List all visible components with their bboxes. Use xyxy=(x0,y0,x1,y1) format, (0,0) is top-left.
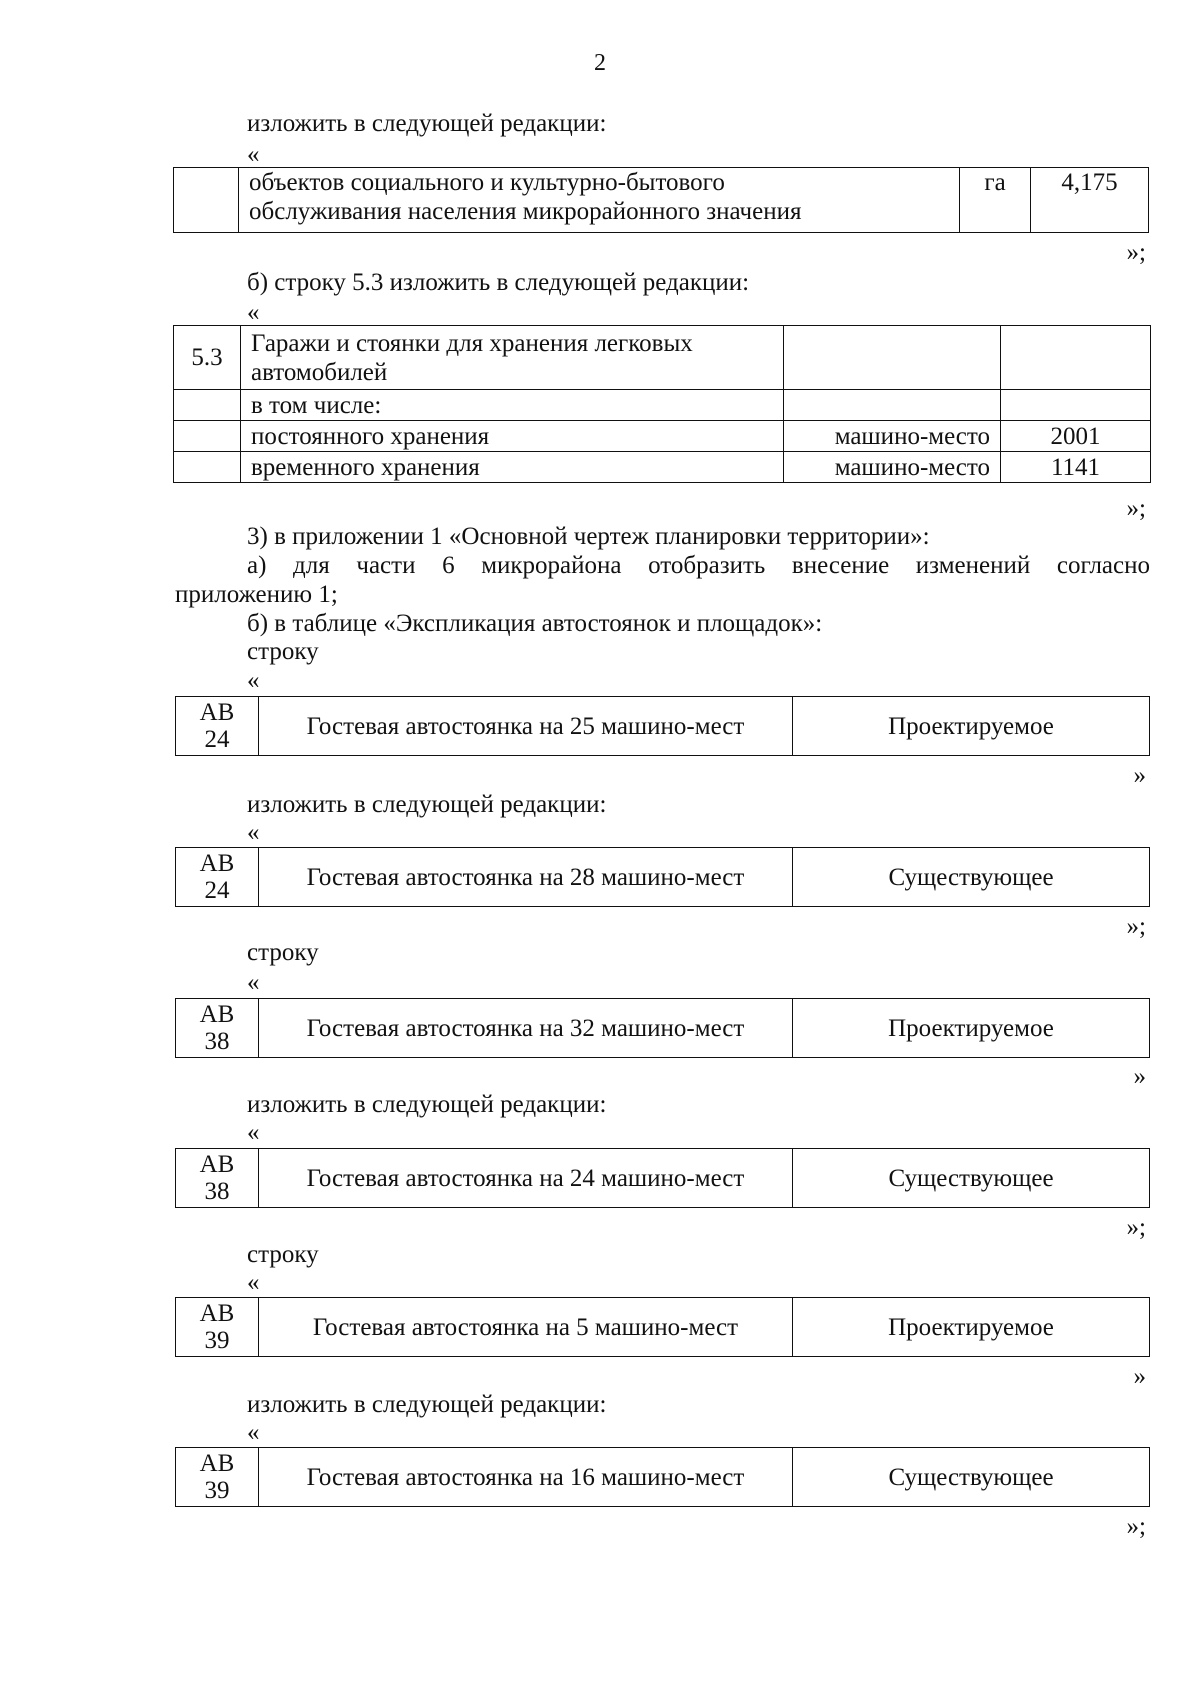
parking-2-code-line2: 24 xyxy=(204,877,230,904)
table2-row4-name: временного хранения xyxy=(241,452,784,483)
table2-row4-unit: машино-место xyxy=(784,452,1001,483)
parking-4-code-line2: 38 xyxy=(204,1178,230,1205)
table-garages xyxy=(173,325,1151,483)
parking-1-code xyxy=(176,697,259,756)
parking-6-status: Существующее xyxy=(793,1448,1150,1507)
table2-row2-value xyxy=(1001,390,1151,421)
open-quote-4: « xyxy=(247,819,260,846)
table1-name-line2: обслуживания населения микрорайонного значения xyxy=(249,198,802,225)
open-quote-7: « xyxy=(247,1269,260,1296)
open-quote-5: « xyxy=(247,969,260,996)
parking-6-code xyxy=(176,1448,259,1507)
table1-value-cell: 4,175 xyxy=(1031,168,1149,233)
paragraph-appendix-1: 3) в приложении 1 «Основной чертеж планировки территории»: xyxy=(247,523,930,550)
table2-row3-name: постоянного хранения xyxy=(241,421,784,452)
paragraph-row-label-3: строку xyxy=(247,1241,319,1268)
parking-2-status: Существующее xyxy=(793,848,1150,907)
parking-table-6 xyxy=(175,1447,1150,1507)
table2-row4-value: 1141 xyxy=(1001,452,1151,483)
paragraph-set-edition-1: изложить в следующей редакции: xyxy=(247,110,607,137)
open-quote-2: « xyxy=(247,299,260,326)
parking-3-code-line1: АВ xyxy=(199,1001,235,1028)
table1-name-line1: объектов социального и культурно-бытового xyxy=(249,169,725,196)
table2-row4-num xyxy=(174,452,241,483)
parking-table-3 xyxy=(175,998,1150,1058)
table2-row1-name-line2: автомобилей xyxy=(251,358,388,386)
paragraph-explication-table: б) в таблице «Экспликация автостоянок и площадок»: xyxy=(247,610,823,637)
open-quote-6: « xyxy=(247,1119,260,1146)
parking-table-2 xyxy=(175,847,1150,907)
parking-table-5 xyxy=(175,1297,1150,1357)
open-quote-1: « xyxy=(247,141,260,168)
parking-1-status: Проектируемое xyxy=(793,697,1150,756)
close-quote-2: »; xyxy=(1126,495,1146,522)
paragraph-row-label-2: строку xyxy=(247,939,319,966)
table2-row2-num xyxy=(174,390,241,421)
parking-4-status: Существующее xyxy=(793,1149,1150,1208)
paragraph-row-5-3: б) строку 5.3 изложить в следующей редакции: xyxy=(247,269,750,296)
parking-5-code xyxy=(176,1298,259,1357)
parking-1-code-line2: 24 xyxy=(204,726,230,753)
close-quote-3: » xyxy=(1133,762,1146,789)
paragraph-part-6-cont: приложению 1; xyxy=(175,581,338,608)
parking-1-code-line1: АВ xyxy=(199,699,235,726)
parking-5-name: Гостевая автостоянка на 5 машино-мест xyxy=(259,1298,793,1357)
parking-6-name: Гостевая автостоянка на 16 машино-мест xyxy=(259,1448,793,1507)
parking-table-1 xyxy=(175,696,1150,756)
table2-row1-value xyxy=(1001,326,1151,390)
paragraph-part-6: а) для части 6 микрорайона отобразить внесение изменений согласно xyxy=(247,552,1150,579)
parking-2-code-line1: АВ xyxy=(199,850,235,877)
parking-1-name: Гостевая автостоянка на 25 машино-мест xyxy=(259,697,793,756)
paragraph-row-label-1: строку xyxy=(247,638,319,665)
paragraph-set-edition-4: изложить в следующей редакции: xyxy=(247,1391,607,1418)
close-quote-4: »; xyxy=(1126,913,1146,940)
close-quote-8: »; xyxy=(1126,1513,1146,1540)
parking-4-code-line1: АВ xyxy=(199,1151,235,1178)
parking-3-status: Проектируемое xyxy=(793,999,1150,1058)
parking-6-code-line2: 39 xyxy=(204,1477,230,1504)
table1-num-cell xyxy=(174,168,239,233)
table1-unit-cell: га xyxy=(960,168,1031,233)
close-quote-7: » xyxy=(1133,1363,1146,1390)
table2-row3-unit: машино-место xyxy=(784,421,1001,452)
table2-row3-value: 2001 xyxy=(1001,421,1151,452)
parking-4-code xyxy=(176,1149,259,1208)
table2-row2-name: в том числе: xyxy=(241,390,784,421)
parking-3-code xyxy=(176,999,259,1058)
parking-4-name: Гостевая автостоянка на 24 машино-мест xyxy=(259,1149,793,1208)
parking-6-code-line1: АВ xyxy=(199,1450,235,1477)
parking-5-code-line1: АВ xyxy=(199,1300,235,1327)
page-number: 2 xyxy=(594,50,606,76)
open-quote-8: « xyxy=(247,1419,260,1446)
parking-table-4 xyxy=(175,1148,1150,1208)
parking-3-code-line2: 38 xyxy=(204,1028,230,1055)
parking-2-code xyxy=(176,848,259,907)
paragraph-set-edition-3: изложить в следующей редакции: xyxy=(247,1091,607,1118)
close-quote-1: »; xyxy=(1126,239,1146,266)
parking-3-name: Гостевая автостоянка на 32 машино-мест xyxy=(259,999,793,1058)
paragraph-set-edition-2: изложить в следующей редакции: xyxy=(247,791,607,818)
table1-name-cell xyxy=(239,168,960,233)
close-quote-6: »; xyxy=(1126,1214,1146,1241)
table2-row1-name-line1: Гаражи и стоянки для хранения легковых xyxy=(251,329,693,357)
table2-row2-unit xyxy=(784,390,1001,421)
table-social-objects xyxy=(173,167,1149,233)
table2-row3-num xyxy=(174,421,241,452)
parking-5-status: Проектируемое xyxy=(793,1298,1150,1357)
table2-row1-unit xyxy=(784,326,1001,390)
close-quote-5: » xyxy=(1133,1063,1146,1090)
parking-5-code-line2: 39 xyxy=(204,1327,230,1354)
open-quote-3: « xyxy=(247,667,260,694)
table2-row1-num: 5.3 xyxy=(174,326,241,390)
parking-2-name: Гостевая автостоянка на 28 машино-мест xyxy=(259,848,793,907)
table2-row1-name xyxy=(241,326,784,390)
